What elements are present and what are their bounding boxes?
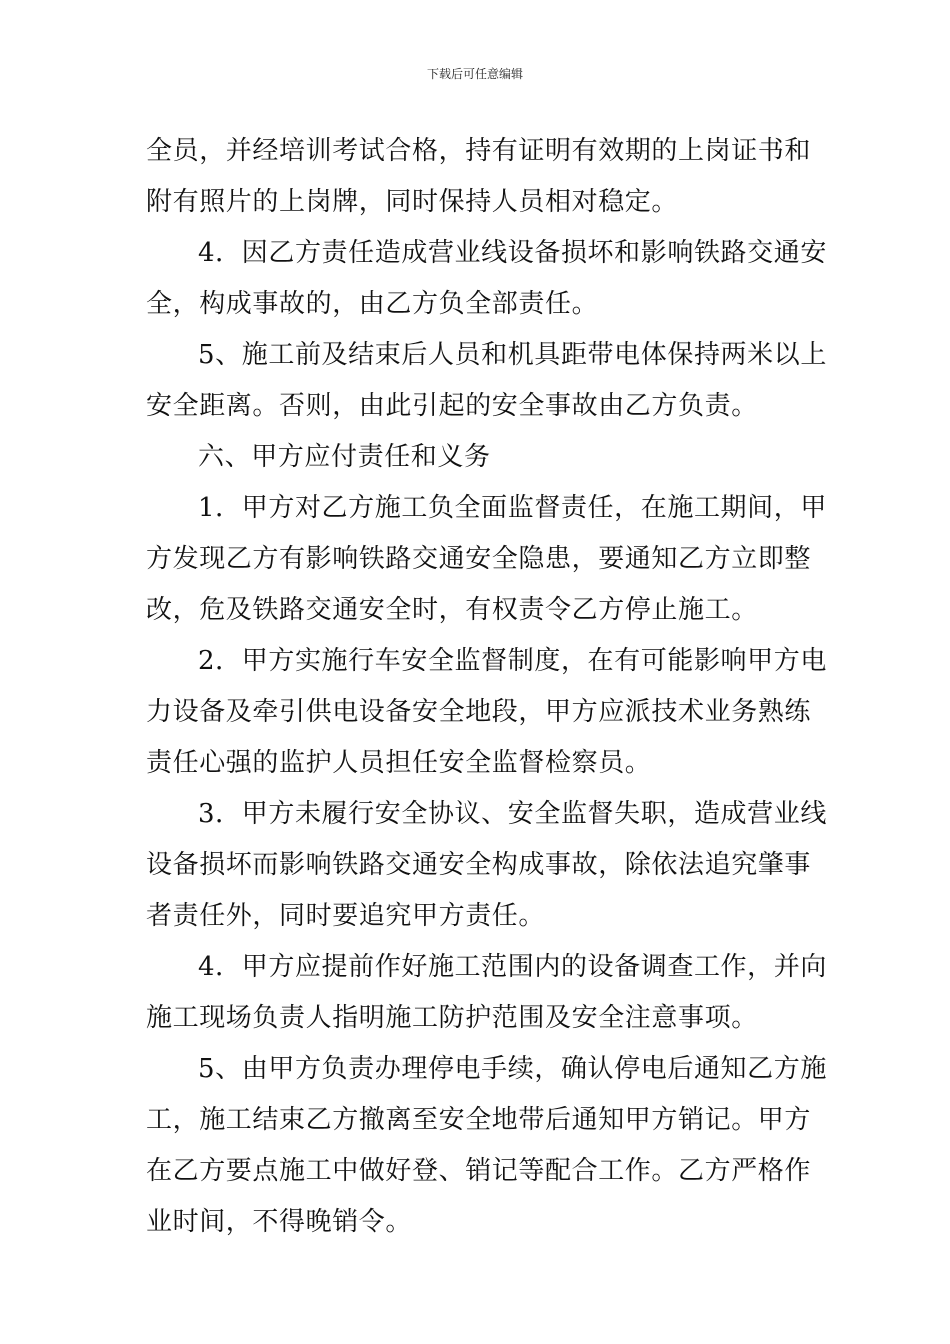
text-line: 方发现乙方有影响铁路交通安全隐患，要通知乙方立即整 bbox=[146, 544, 812, 574]
section-heading: 六、甲方应付责任和义务 bbox=[198, 442, 491, 472]
text-line: 责任心强的监护人员担任安全监督检察员。 bbox=[146, 748, 652, 778]
text-line: 1．甲方对乙方施工负全面监督责任，在施工期间，甲 bbox=[198, 493, 827, 523]
text-line: 改，危及铁路交通安全时，有权责令乙方停止施工。 bbox=[146, 595, 758, 625]
text-line: 业时间，不得晚销令。 bbox=[146, 1207, 413, 1237]
text-line: 5、施工前及结束后人员和机具距带电体保持两米以上 bbox=[198, 340, 827, 370]
text-line: 者责任外，同时要追究甲方责任。 bbox=[146, 901, 546, 931]
text-line: 安全距离。否则，由此引起的安全事故由乙方负责。 bbox=[146, 391, 758, 421]
page-header: 下载后可任意编辑 bbox=[426, 67, 523, 81]
text-line: 力设备及牵引供电设备安全地段，甲方应派技术业务熟练 bbox=[146, 697, 812, 727]
text-line: 全员，并经培训考试合格，持有证明有效期的上岗证书和 bbox=[146, 136, 812, 166]
text-line: 全，构成事故的，由乙方负全部责任。 bbox=[146, 289, 599, 319]
text-line: 5、由甲方负责办理停电手续，确认停电后通知乙方施 bbox=[198, 1054, 827, 1084]
document-body bbox=[146, 126, 827, 1248]
text-line: 工，施工结束乙方撤离至安全地带后通知甲方销记。甲方 bbox=[146, 1105, 812, 1135]
text-line: 3．甲方未履行安全协议、安全监督失职，造成营业线 bbox=[198, 799, 827, 829]
text-line: 4．甲方应提前作好施工范围内的设备调查工作，并向 bbox=[198, 952, 827, 982]
text-line: 附有照片的上岗牌，同时保持人员相对稳定。 bbox=[146, 187, 679, 217]
text-line: 设备损坏而影响铁路交通安全构成事故，除依法追究肇事 bbox=[146, 850, 812, 880]
text-line: 2．甲方实施行车安全监督制度，在有可能影响甲方电 bbox=[198, 646, 827, 676]
text-line: 在乙方要点施工中做好登、销记等配合工作。乙方严格作 bbox=[146, 1156, 812, 1186]
text-line: 4．因乙方责任造成营业线设备损坏和影响铁路交通安 bbox=[198, 238, 827, 268]
text-line: 施工现场负责人指明施工防护范围及安全注意事项。 bbox=[146, 1003, 758, 1033]
